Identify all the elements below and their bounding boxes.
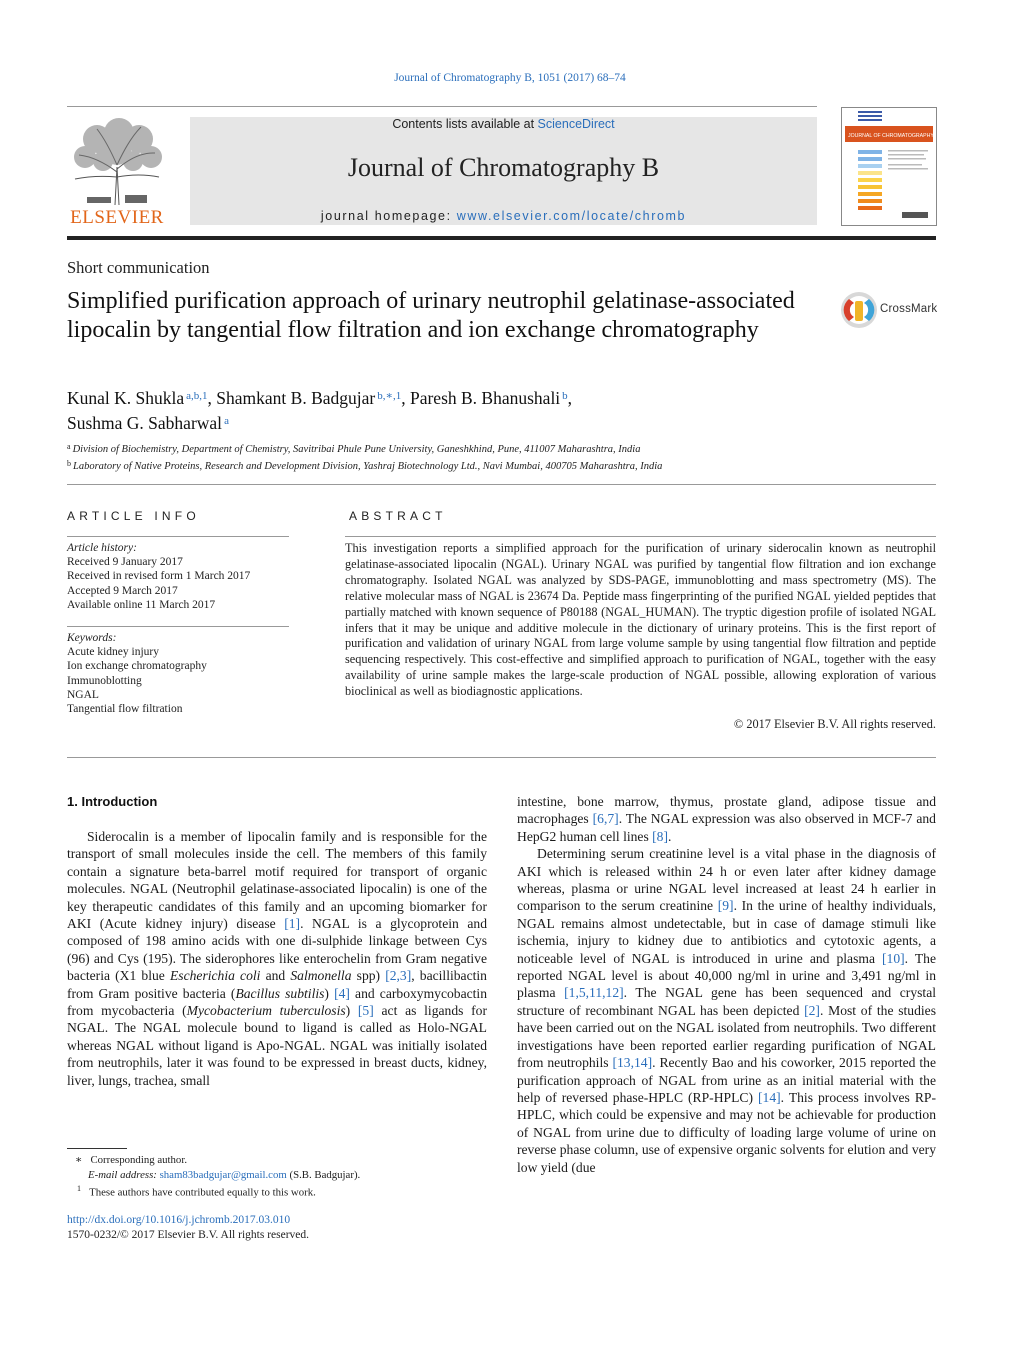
header-divider <box>67 236 936 240</box>
author-1-affil: a,b,1 <box>186 390 208 402</box>
keywords-label: Keywords: <box>67 632 117 644</box>
abstract-body: This investigation reports a simplified approach for the purification of urinary siderocalin known as neutrophil gelatinase-associated lipocalin (NGAL). Urinary NGAL was purified by tangential flow filtration and ion exchange chromatography. Isolated NGAL was analyzed by SDS-PAGE, immunoblotting and mass spectrometry (MS). The relative molecular mass of NGAL is 23674 Da. Peptide mass fingerprinting of the purified NGAL yielded peptides that partially matched with known sequence of P80188 (NGAL_HUMAN). The tryptic digestion profile of isolated NGAL infers that it may be unique and additive molecule in the dictionary of urinary proteins. This is the first report of purification and validation of urinary NGAL from large volume sample by using tangential flow filtration and peptide sequencing respectively. This cost-effective and simplified approach to purification of NGAL, together with the easy availability of urine sample makes the large-scale production of NGAL possible, allowing exploration of various bioclinical as well as biodiagnostic applications. <box>345 541 936 699</box>
sciencedirect-link[interactable]: ScienceDirect <box>537 117 615 131</box>
doi-link[interactable]: http://dx.doi.org/10.1016/j.jchromb.2017.03.010 <box>67 1214 291 1226</box>
crossmark-badge[interactable] <box>840 291 940 329</box>
email-link[interactable]: sham83badgujar@gmail.com <box>159 1168 287 1181</box>
intro-column-right <box>517 793 936 1176</box>
citation-link[interactable]: [1,5,11,12] <box>564 985 624 1001</box>
history-received: Received 9 January 2017 <box>67 556 183 569</box>
keywords-rule <box>67 626 289 627</box>
contents-line <box>190 117 817 131</box>
journal-reference[interactable]: Journal of Chromatography B, 1051 (2017) 68–74 <box>394 72 626 84</box>
article-history <box>67 541 292 612</box>
crossmark-label: CrossMark <box>880 303 938 315</box>
footnote-email: E-mail address: sham83badgujar@gmail.com (S.B. Badgujar). <box>88 1168 361 1181</box>
footnote-rule <box>67 1148 127 1149</box>
citation-link[interactable]: [2] <box>804 1002 820 1018</box>
article-info-heading: ARTICLE INFO <box>67 509 200 523</box>
cover-title-text: JOURNAL OF CHROMATOGRAPHY B <box>848 133 936 139</box>
crossmark-icon <box>840 291 878 329</box>
intro-column-left <box>67 828 487 1089</box>
article-info-rule <box>67 536 289 537</box>
author-4[interactable]: Sushma G. Sabharwal $^a$ <box>67 413 229 433</box>
abstract-rule <box>345 536 936 537</box>
keywords <box>67 631 292 716</box>
keyword: Immunoblotting <box>67 674 142 687</box>
intro-paragraph: Determining serum creatinine level is a vital phase in the diagnosis of AKI which is released within 24 h or even later after kidney damage whereas, plasma or urine NGAL level increased at least 24 h earlier in comparison to the serum creatinine [9]. In the urine of healthy individuals, NGAL remains almost undetectable, but in case of damage stimuli like ischemia, injury to kidney due to antibiotics and cytotoxic agents, a noticeable level of NGAL is introduced in urine and plasma [10]. The reported NGAL level is about 40,000 ng/ml in urine and 3,491 ng/ml in plasma [1,5,11,12]. The NGAL gene has been sequenced and crystal structure of recombinant NGAL has been depicted [2]. Most of the studies have been carried out on the NGAL isolated from neutrophils. Two different investigations have been reported earlier regarding purification of NGAL from neutrophils [13,14]. Recently Bao and his coworker, 2015 reported the purification approach of NGAL from urine as an initial material with the help of reversed phase-HPLC (RP-HPLC) [14]. This process involves RP-HPLC, which could be expensive and may not be achievable for production of NGAL from urine due to difficulty of loading large volume of urine on reverse phase column, use of expensive organic solvents for elution and very low yield (due <box>517 846 937 1175</box>
abstract-heading: ABSTRACT <box>349 509 447 523</box>
journal-masthead <box>190 117 817 225</box>
citation-link[interactable]: [5] <box>357 1003 374 1019</box>
footnotes <box>67 1153 487 1200</box>
doi-block <box>67 1213 309 1242</box>
author-3[interactable]: Paresh B. Bhanushali $^b$ <box>409 388 568 408</box>
affiliation-b: $^b$ Laboratory of Native Proteins, Research and Development Division, Yashraj Biotechnology Ltd., Navi Mumbai, 400705 Maharashtra, India <box>67 459 663 472</box>
article-title: Simplified purification approach of urinary neutrophil gelatinase-associated lipocalin by tangential flow filtration and ion exchange chromatography <box>67 288 795 343</box>
contents-prefix: Contents lists available at <box>392 117 538 131</box>
footnote-corresponding: ∗ Corresponding author. <box>75 1154 188 1166</box>
citation-link[interactable]: [6,7] <box>592 811 619 827</box>
citation-link[interactable]: [14] <box>758 1089 781 1105</box>
title-divider <box>67 484 936 485</box>
cover-art <box>842 108 936 225</box>
intro-paragraph: Siderocalin is a member of lipocalin family and is responsible for the transport of small molecules inside the cell. The members of this family contain a signature beta-barrel motif required for transport of organic molecules. NGAL (Neutrophil gelatinase-associated lipocalin) is one of the key therapeutic candidates of this family and an upcoming biomarker for AKI (Acute kidney injury) disease [1]. NGAL is a glycoprotein and composed of 198 amino acids with one di-sulphide linkage between Cys (96) and Cys (195). The siderophores like enterochelin from Gram negative bacteria (X1 blue Escherichia coli and Salmonella spp) [2,3], bacillibactin from Gram positive bacteria (Bacillus subtilis) [4] and carboxymycobactin from mycobacteria (Mycobacterium tuberculosis) [5] act as ligands for NGAL. The NGAL molecule bound to ligand is called as Holo-NGAL whereas NGAL without ligand is Apo-NGAL. NGAL was initially isolated from neutrophils, later it was found to be expressed in breast ducts, kidney, liver, lungs, trachea, small <box>67 829 488 1088</box>
citation-link[interactable]: [1] <box>284 916 301 932</box>
intro-paragraph: intestine, bone marrow, thymus, prostate gland, adipose tissue and macrophages [6,7]. The NGAL expression was also observed in MCF-7 and HepG2 human cell lines [8]. <box>517 794 936 844</box>
abstract-copyright: © 2017 Elsevier B.V. All rights reserved. <box>733 717 936 731</box>
keyword: Ion exchange chromatography <box>67 660 207 673</box>
history-revised: Received in revised form 1 March 2017 <box>67 570 251 583</box>
citation-link[interactable]: [2,3] <box>385 968 412 984</box>
author-list: Kunal K. Shukla $^{a,b,1}$, Shamkant B. Badgujar $^{b,∗,1}$, Paresh B. Bhanushali $^b$, Sushma G. Sabharwal $^a$ <box>67 388 573 433</box>
author-2-affil: b,∗,1 <box>377 390 402 402</box>
history-accepted: Accepted 9 March 2017 <box>67 584 178 597</box>
history-label: Article history: <box>67 542 137 554</box>
citation-link[interactable]: [4] <box>334 985 350 1001</box>
article-type: Short communication <box>67 258 210 277</box>
affiliations <box>67 440 947 474</box>
keyword: Tangential flow filtration <box>67 703 183 716</box>
history-online: Available online 11 March 2017 <box>67 598 216 611</box>
journal-cover-thumbnail[interactable] <box>841 107 937 226</box>
author-1[interactable]: Kunal K. Shukla $^{a,b,1}$ <box>67 388 208 408</box>
homepage-prefix: journal homepage: <box>320 209 457 223</box>
homepage-line <box>190 209 817 223</box>
citation-link[interactable]: [8] <box>652 828 669 844</box>
homepage-link[interactable]: www.elsevier.com/locate/chromb <box>456 209 687 223</box>
tree-icon <box>67 117 167 207</box>
author-3-affil: b <box>562 390 568 402</box>
intro-heading: 1. Introduction <box>67 794 158 809</box>
citation-link[interactable]: [9] <box>717 898 734 914</box>
issn-line: 1570-0232/© 2017 Elsevier B.V. All rights reserved. <box>67 1228 310 1241</box>
elsevier-logo[interactable] <box>67 117 167 229</box>
footnote-equal-contribution: $^1$ These authors have contributed equally to this work. <box>77 1184 316 1199</box>
affiliation-a: $^a$ Division of Biochemistry, Department of Chemistry, Savitribai Phule Pune University, Ganeshkhind, Pune, 411007 Maharashtra, India <box>67 442 641 455</box>
author-4-affil: a <box>224 415 229 427</box>
keyword: NGAL <box>67 688 99 701</box>
journal-title: Journal of Chromatography B <box>347 153 660 182</box>
keyword: Acute kidney injury <box>67 646 159 659</box>
elsevier-wordmark: ELSEVIER <box>70 207 164 228</box>
citation-link[interactable]: [10] <box>882 950 905 966</box>
citation-link[interactable]: [13,14] <box>612 1055 653 1071</box>
author-2[interactable]: Shamkant B. Badgujar $^{b,∗,1}$ <box>216 388 402 408</box>
top-rule <box>67 106 817 107</box>
abstract-divider <box>67 757 936 758</box>
